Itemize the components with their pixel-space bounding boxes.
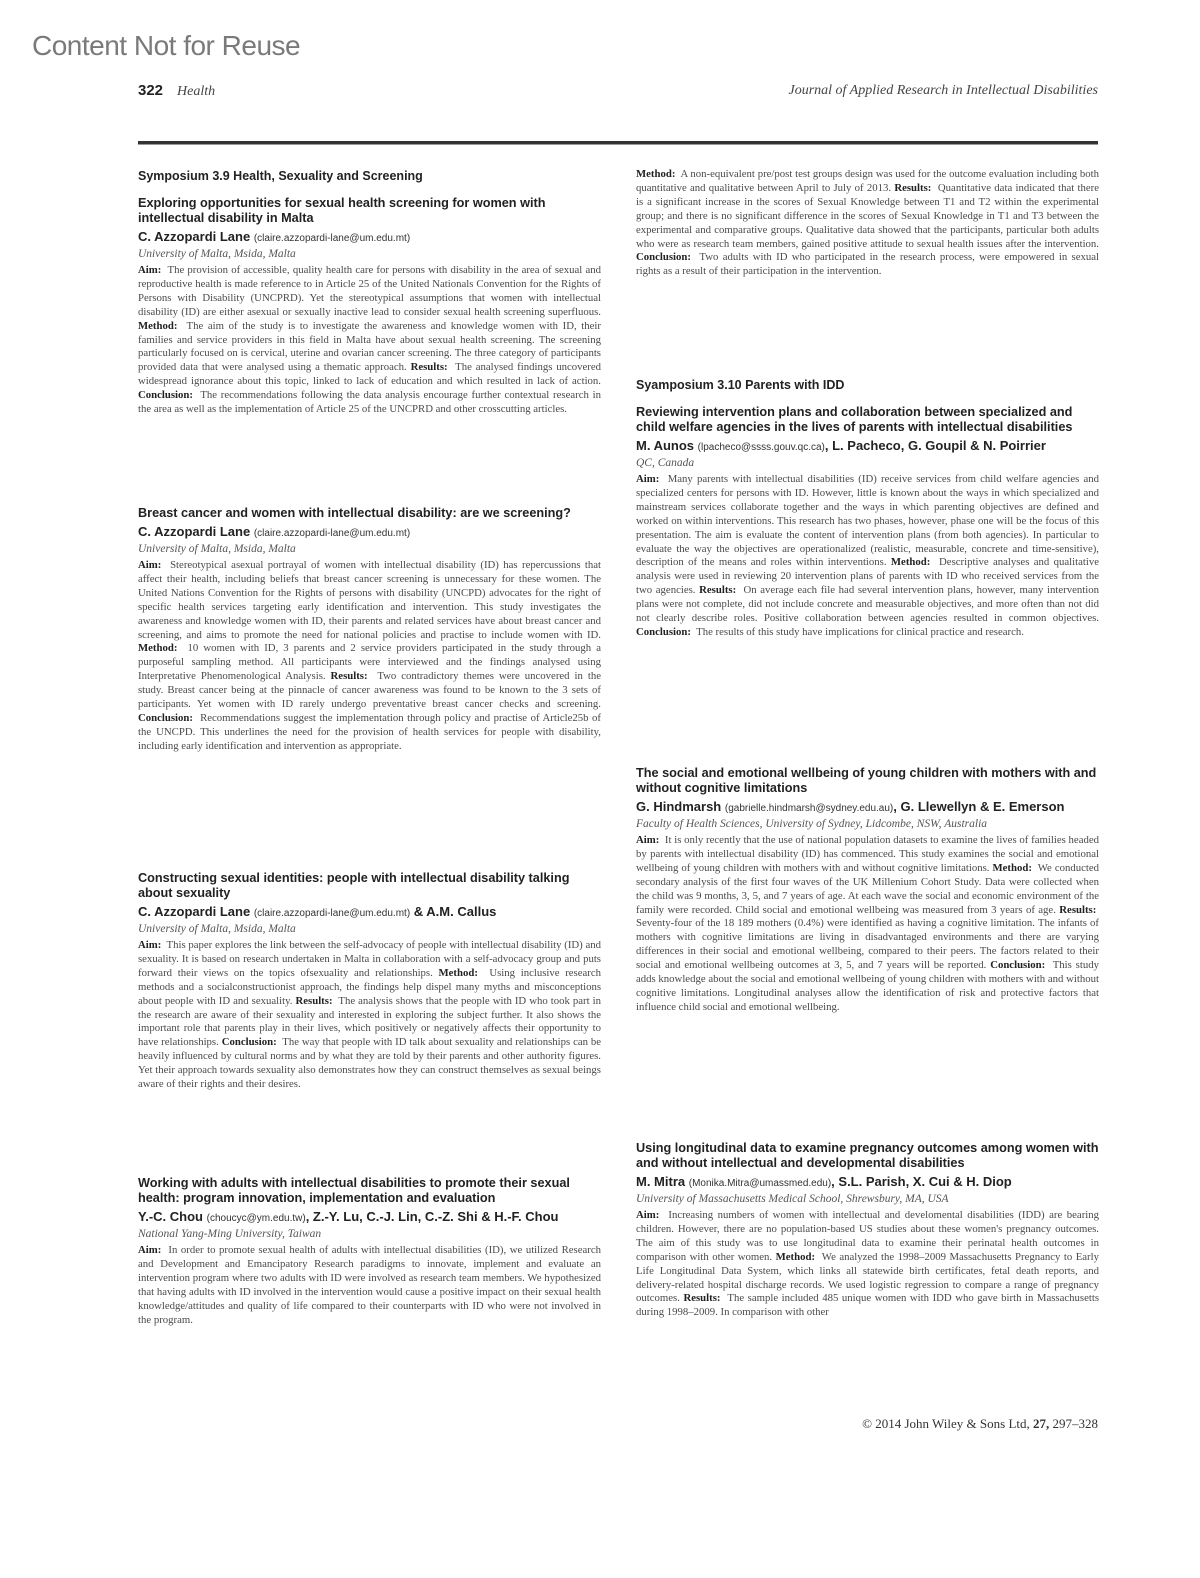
results-text: The analysis shows that the people with ID who took part in the research are aware of their sexuality and interested in exploring the subject further. It also shows the important role that parents play in their lives, which positively or negatively affects their opportunity to have relationships. [138, 994, 602, 1049]
author-email: (gabrielle.hindmarsh@sydney.edu.au) [724, 803, 894, 814]
aim-label: Aim: [138, 559, 162, 571]
results-label: Results: [683, 1292, 721, 1305]
abstract-body [636, 473, 1099, 640]
method-text: We conducted secondary analysis of the first four waves of the UK Millenium Cohort Study. Data were collected when the child was 9 months, 3, 5, and 7 years of age. At each wave the social and economic environment of the family were recorded. Child social and emotional wellbeing was measured from 3 years of age. [636, 861, 1099, 916]
results-label: Results: [410, 361, 448, 374]
results-text: The analysed findings uncovered widespread ignorance about this topic, linked to lack of education and which resulted in lack of action. [138, 361, 602, 388]
author-email: (lpacheco@ssss.gouv.qc.ca) [697, 442, 825, 453]
page-number: 322 [138, 82, 164, 99]
method-text: We analyzed the 1998–2009 Massachusetts Pregnancy to Early Life Longitudinal Data System, which links all statewide birth certificates, fetal death reports, and delivery-related hospital discharge records. We used logistic regression to compare a range of pregnancy outcomes. [636, 1250, 1099, 1305]
author-line [138, 1209, 601, 1227]
conclusion-text: Two adults with ID who participated in the research process, were empowered in sexual rights as a result of their participation in the intervention. [636, 251, 1099, 278]
affiliation: University of Massachusetts Medical School, Shrewsbury, MA, USA [636, 1193, 949, 1205]
journal-title: Journal of Applied Research in Intellectual Disabilities [788, 83, 1098, 98]
running-header [138, 82, 1098, 102]
conclusion-label: Conclusion: [138, 711, 193, 724]
affiliation: QC, Canada [636, 457, 695, 469]
method-label: Method: [775, 1250, 816, 1263]
article-title: The social and emotional wellbeing of young children with mothers with and without cognitive limitations [636, 766, 1097, 795]
article-title: Reviewing intervention plans and collaboration between specialized and child welfare agencies in the lives of parents with intellectual disabilities [636, 405, 1073, 434]
results-text: The sample included 485 unique women with IDD who gave birth in Massachusetts during 1998–2009. In comparison with other [636, 1292, 1100, 1319]
article-title: Working with adults with intellectual disabilities to promote their sexual health: program innovation, implementation and evaluation [138, 1176, 570, 1205]
results-label: Results: [295, 994, 333, 1007]
method-text: The aim of the study is to investigate the awareness and knowledge women with ID, their families and service providers in this field in Malta have about sexual health screening. The screening particularly focused on is cervical, uterine and ovarian cancer screening. The three category of participants provided data that were analysed using a thematic approach. [138, 319, 601, 374]
author-line [138, 524, 601, 542]
conclusion-text: This study adds knowledge about the social and emotional wellbeing of young children with mothers with and without cognitive limitations. Longitudinal analyses allow the identification of risk and protective factors that influence child social and emotional wellbeing. [636, 959, 1099, 1013]
method-label: Method: [992, 861, 1032, 874]
affiliation: University of Malta, Msida, Malta [138, 248, 296, 260]
aim-text: Many parents with intellectual disabilities (ID) receive services from child welfare agencies and specialized centers for persons with ID. However, little is known about the ways in which specialized and mainstream services collaborate together and the ways in which parenting objectives are defined and worked on within interventions. This research has two phases, however, phase one will be the focus of this presentation. The aim is evaluate the content of intervention plans (from both agencies). In particular to evaluate the way the objectives are operationalized (realistic, measurable, concrete and time-sensitive), description of the means and roles within interventions. [636, 473, 1099, 569]
abstract-continuation [636, 166, 1099, 279]
conclusion-text: The results of this study have implications for clinical practice and research. [696, 625, 1024, 638]
affiliation: University of Malta, Msida, Malta [138, 543, 296, 555]
abstract-article [636, 1141, 1099, 1320]
watermark: Content Not for Reuse [32, 30, 301, 61]
aim-text: Increasing numbers of women with intellectual and develomental disabilities (IDD) are bearing children. However, there are no population-based US studies about these women's pregnancy outcomes. The aim of this study was to use longitudinal data to examine their perinatal health outcomes in comparison with other women. [636, 1209, 1100, 1263]
aim-label: Aim: [636, 1209, 660, 1221]
section-name: Health [177, 84, 216, 99]
method-text: 10 women with ID, 3 parents and 2 service providers participated in the study through a purposeful sampling method. All participants were interviewed and the findings analysed using Interpretative Phenomenological Analysis. [138, 642, 602, 683]
results-text: Seventy-four of the 18 189 mothers (0.4%) were identified as having a cognitive limitation. The infants of mothers with cognitive limitations are living in disadvantaged environments and there are varying differences in their social and emotional wellbeing, compared to their peers. The factors related to their social and emotional wellbeing outcomes at 3, 5, and 7 years will be reported. [636, 917, 1099, 972]
co-authors: , L. Pacheco, G. Goupil & N. Poirrier [824, 438, 1046, 453]
abstract-body [636, 1209, 1099, 1320]
author-line [636, 799, 1099, 817]
method-label: Method: [138, 319, 178, 332]
results-label: Results: [330, 670, 368, 683]
abstract-article [138, 506, 601, 754]
method-text: A non-equivalent pre/post test groups design was used for the outcome evaluation including both quantitative and qualitative between April to July of 2013. [636, 168, 1099, 194]
author-email: (Monika.Mitra@umassmed.edu) [688, 1178, 832, 1189]
lead-author: G. Hindmarsh [636, 799, 722, 814]
aim-label: Aim: [636, 834, 660, 846]
abstract-body [138, 264, 601, 417]
header-rule [138, 141, 1098, 145]
lead-author: M. Aunos [636, 438, 695, 453]
conclusion-label: Conclusion: [636, 251, 691, 264]
aim-text: Stereotypical asexual portrayal of women with intellectual disability (ID) has repercussions that affect their health, including beliefs that breast cancer screening is unnecessary for these women. The United Nations Convention for the Rights of persons with disability (UNCPD) advocates for the right of specific health services targeting early identification and intervention. This study investigates the awareness and knowledge women with ID, their parents and related services have about breast cancer and screening, and aims to promote the need for national policies and practise to include women with ID. [138, 559, 602, 641]
results-label: Results: [699, 584, 737, 597]
aim-label: Aim: [636, 473, 660, 485]
lead-author: C. Azzopardi Lane [138, 229, 251, 244]
co-authors: , S.L. Parish, X. Cui & H. Diop [831, 1174, 1012, 1189]
affiliation: Faculty of Health Sciences, University of Sydney, Lidcombe, NSW, Australia [636, 818, 988, 830]
symposium-heading: Syamposium 3.10 Parents with IDD [636, 378, 845, 392]
author-line [636, 438, 1099, 456]
method-label: Method: [890, 556, 931, 569]
co-authors: & A.M. Callus [413, 904, 497, 919]
author-email: (claire.azzopardi-lane@um.edu.mt) [253, 908, 411, 919]
conclusion-text: The way that people with ID talk about sexuality and relationships can be heavily influenced by cultural norms and by what they are told by their parents and other authority figures. Yet their approach towards sexuality also demonstrates how they can construct themselves as sexual beings aware of their rights and their desires. [138, 1036, 602, 1091]
method-label: Method: [636, 168, 676, 180]
results-text: On average each file had several intervention plans, however, many intervention plans were not complete, did not include concrete and measurable objectives, and more often than not did not clearly describe roles. Positive collaboration between agencies resulted in common objectives. [636, 584, 1099, 625]
lead-author: C. Azzopardi Lane [138, 524, 251, 539]
affiliation: University of Malta, Msida, Malta [138, 923, 296, 935]
abstract-article [636, 766, 1099, 1015]
conclusion-label: Conclusion: [636, 625, 691, 638]
abstract-article [636, 405, 1099, 640]
affiliation: National Yang-Ming University, Taiwan [138, 1228, 322, 1240]
co-authors: , Z.-Y. Lu, C.-J. Lin, C.-Z. Shi & H.-F. Chou [305, 1209, 559, 1224]
method-text: Using inclusive research methods and a socialconstructionist approach, the findings help dispel many myths and misconceptions about people with ID and sexuality. [138, 966, 602, 1007]
results-text: Quantitative data indicated that there is a significant increase in the scores of Sexual Knowledge between T1 and T2 within the experimental group; and there is no significant difference in the scores of Sexual Knowledge in T1 and T3 between the experimental and comparative groups. Qualitative data showed that the participants, particular both adults who were as research team members, gained positive attitude to sexual health issues after the intervention. [636, 181, 1099, 250]
article-title: Breast cancer and women with intellectual disability: are we screening? [138, 506, 571, 520]
lead-author: M. Mitra [636, 1174, 686, 1189]
results-label: Results: [894, 181, 932, 194]
aim-text: The provision of accessible, quality health care for persons with disability in the area of sexual and reproductive health is made reference to in Article 25 of the United Nationals Convention for the Rights of Persons with Disability (UNCPRD). Yet the stereotypical assumptions that women with intellectual disability (ID) are either asexual or sexually inactive lead to consider sexual health screening superfluous. [138, 264, 601, 318]
aim-text: It is only recently that the use of national population datasets to examine the lives of families headed by parents with intellectual disability (ID) has commenced. This study examines the social and emotional wellbeing of young children with mothers with and without cognitive limitations. [636, 834, 1100, 874]
abstract-body [138, 939, 601, 1092]
abstract-article [138, 196, 601, 417]
author-email: (claire.azzopardi-lane@um.edu.mt) [253, 528, 411, 539]
conclusion-label: Conclusion: [221, 1036, 277, 1049]
author-line [138, 229, 601, 247]
method-label: Method: [438, 966, 478, 979]
copyright-footer: © 2014 John Wiley & Sons Ltd, 27, 297–328 [862, 1416, 1098, 1431]
abstract-body [636, 168, 1099, 279]
author-email: (claire.azzopardi-lane@um.edu.mt) [253, 233, 411, 244]
method-label: Method: [138, 642, 178, 655]
lead-author: Y.-C. Chou [138, 1209, 203, 1224]
results-label: Results: [1059, 903, 1097, 916]
article-title: Exploring opportunities for sexual health screening for women with intellectual disability in Malta [138, 196, 546, 225]
abstract-body [138, 559, 601, 754]
abstract-body [636, 834, 1099, 1015]
aim-text: This paper explores the link between the self-advocacy of people with intellectual disability (ID) and sexuality. It is based on research undertaken in Malta in collaboration with a self-advocacy group and puts forward their views on the topics ofsexuality and relationships. [138, 939, 602, 979]
abstract-article [138, 1176, 601, 1327]
conclusion-label: Conclusion: [990, 959, 1046, 972]
co-authors: , G. Llewellyn & E. Emerson [893, 799, 1065, 814]
conclusion-text: The recommendations following the data analysis encourage further contextual research in the area as well as the implementation of Article 25 of the UNCPRD and other crosscutting articles. [138, 389, 601, 416]
conclusion-label: Conclusion: [138, 389, 193, 402]
results-text: Two contradictory themes were uncovered in the study. Breast cancer being at the pinnacle of cancer awareness was found to be known to the 3 sets of participants. Yet women with ID rarely undergo preventative breast cancer checks and screening. [138, 670, 601, 711]
aim-text: In order to promote sexual health of adults with intellectual disabilities (ID), we utilized Research and Development and Emancipatory Research paradigms to innovate, implement and evaluate an intervention program where two adults with ID were involved as research team members. We hypothesized that having adults with ID involved in the intervention would cause a positive impact on their sexual health knowledge/attitudes and quality of life compared to their counterparts with ID who were not involved in the program. [138, 1244, 601, 1326]
aim-label: Aim: [138, 264, 162, 276]
abstract-body [138, 1244, 601, 1327]
aim-label: Aim: [138, 939, 162, 951]
author-line [636, 1174, 1099, 1192]
aim-label: Aim: [138, 1244, 162, 1256]
article-title: Using longitudinal data to examine pregnancy outcomes among women with and without intellectual and developmental disabilities [636, 1141, 1099, 1170]
author-line [138, 904, 601, 922]
abstract-article [138, 871, 601, 1092]
article-title: Constructing sexual identities: people with intellectual disability talking about sexuality [138, 871, 570, 900]
method-text: Descriptive analyses and qualitative analysis were used in reviewing 20 intervention plans of parents with ID who received services from the two agencies. [636, 556, 1099, 597]
symposium-heading: Symposium 3.9 Health, Sexuality and Screening [138, 169, 423, 183]
conclusion-text: Recommendations suggest the implementation through policy and practise of Article25b of the UNCPD. This underlines the need for the provision of health services for people with disability, including early identification and intervention as appropriate. [138, 711, 601, 752]
author-email: (choucyc@ym.edu.tw) [206, 1213, 306, 1224]
lead-author: C. Azzopardi Lane [138, 904, 251, 919]
